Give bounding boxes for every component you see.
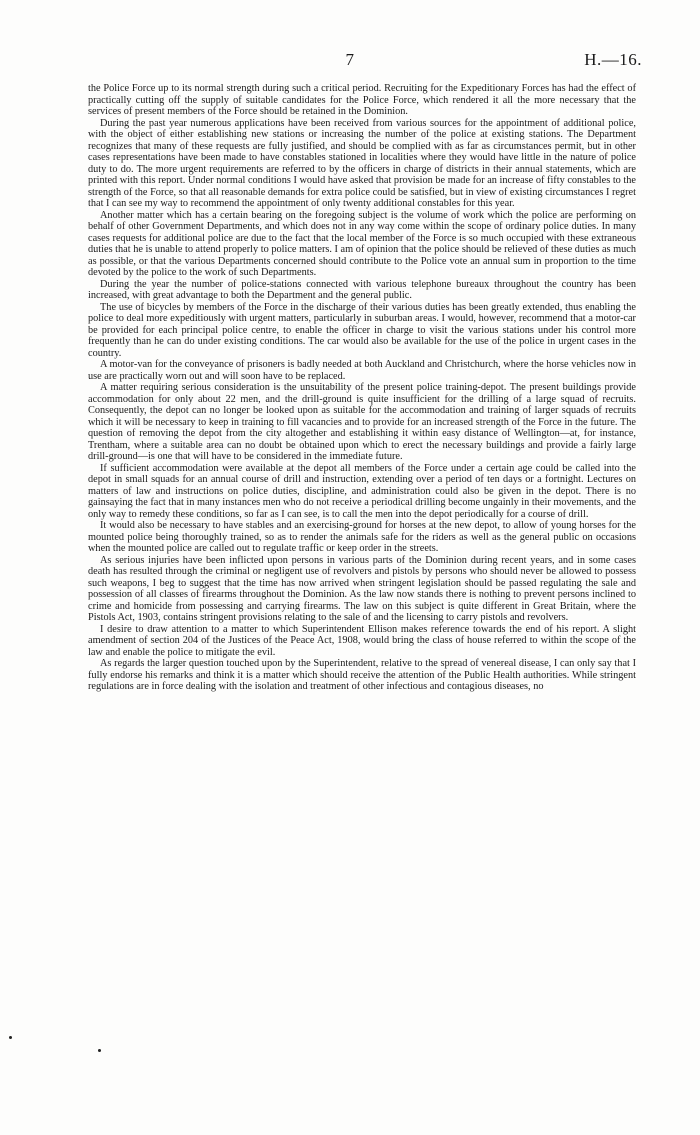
scan-speck [98, 1049, 101, 1052]
paragraph: The use of bicycles by members of the Force in the discharge of their various duties has been greatly extended, thus enabling the police to deal more expeditiously with urgent matters, particularly in suburban areas. I would, however, recommend that a motor-car be provided for each principal police centre, to enable the officer in charge to visit the various stations under his control more frequently than he can do under existing conditions. The car would also be available for the use of the police in urgent cases in the country. [88, 301, 636, 359]
paragraph: A motor-van for the conveyance of prisoners is badly needed at both Auckland and Christchurch, where the horse vehicles now in use are practically worn out and will soon have to be replaced. [88, 359, 636, 382]
scan-speck [9, 1036, 12, 1039]
paragraph: Another matter which has a certain bearing on the foregoing subject is the volume of work which the police are performing on behalf of other Government Departments, and which does not in any way come within the scope of ordinary police duties. In many cases requests for additional police are due to the fact that the local member of the Force is so much occupied with these extraneous duties that he is unable to attend properly to police matters. I am of opinion that the police should be relieved of these duties as much as possible, or that the various Departments concerned should contribute to the Police vote an annual sum in proportion to the time devoted by the police to the work of such Departments. [88, 209, 636, 278]
page-number: 7 [345, 50, 355, 69]
paragraph: It would also be necessary to have stables and an exercising-ground for horses at the new depot, to allow of young horses for the mounted police being thoroughly trained, so as to render the animals safe for the riders as well as the general public on occasions when the mounted police are called out to regulate traffic or keep order in the streets. [88, 520, 636, 554]
document-reference: H.—16. [584, 50, 642, 69]
paragraph: As serious injuries have been inflicted upon persons in various parts of the Dominion during recent years, and in some cases death has resulted through the criminal or negligent use of revolvers and pistols by persons who should never be allowed to possess such weapons, I beg to suggest that the time has now arrived when stringent legislation should be passed regulating the sale and possession of all classes of firearms throughout the Dominion. As the law now stands there is nothing to prevent persons inclined to crime and homicide from possessing and carrying firearms. The law on this subject is quite different in Great Britain, where the Pistols Act, 1903, contains stringent provisions relating to the sale of and the licensing to carry pistols and revolvers. [88, 554, 636, 623]
paragraph: If sufficient accommodation were available at the depot all members of the Force under a certain age could be called into the depot in small squads for an annual course of drill and instruction, extending over a period of ten days or a fortnight. Lectures on matters of law and instructions on police duties, discipline, and administration could also be given in the depot. There is no gainsaying the fact that in many instances men who do not receive a periodical drilling become ungainly in their movements, and the only way to remedy these conditions, so far as I can see, is to call the men into the depot periodically for a course of drill. [88, 462, 636, 520]
paragraph: the Police Force up to its normal strength during such a critical period. Recruiting for the Expeditionary Forces has had the effect of practically cutting off the supply of suitable candidates for the Police Force, which rendered it all the more necessary that the services of present members of the Force should be retained in the Dominion. [88, 83, 636, 117]
paragraph: I desire to draw attention to a matter to which Superintendent Ellison makes reference towards the end of his report. A slight amendment of section 204 of the Justices of the Peace Act, 1908, would bring the class of house referred to within the scope of the law and enable the police to mitigate the evil. [88, 623, 636, 658]
paragraph: As regards the larger question touched upon by the Superintendent, relative to the spread of venereal disease, I can only say that I fully endorse his remarks and think it is a matter which should receive the attention of the Public Health authorities. While stringent regulations are in force dealing with the isolation and treatment of other infectious and contagious diseases, no [88, 658, 636, 692]
paragraph: During the past year numerous applications have been received from various sources for the appointment of additional police, with the object of either establishing new stations or increasing the number of the police at existing stations. The Department recognizes that many of these requests are fully justified, and should be complied with as far as circumstances permit, but in other cases representations have been made to have constables stationed in localities where they would have little in the nature of police duty to do. The more urgent requirements are referred to by the officers in charge of districts in their annual statements, which are printed with this report. Under normal conditions I would have asked that provision be made for an increase of fifty constables to the strength of the Force, so that all reasonable demands for extra police could be satisfied, but in view of existing circumstances I regret that I can see my way to recommend the appointment of only twenty additional constables for this year. [88, 117, 636, 209]
body-text [88, 83, 636, 693]
paragraph: During the year the number of police-stations connected with various telephone bureaux throughout the country has been increased, with great advantage to both the Department and the general public. [88, 278, 636, 301]
paragraph: A matter requiring serious consideration is the unsuitability of the present police training-depot. The present buildings provide accommodation for only about 22 men, and the drill-ground is quite insufficient for the drilling of a large squad of recruits. Consequently, the depot can no longer be looked upon as suitable for the accommodation and training of larger squads of recruits which it will be necessary to keep in training to fill vacancies and to provide for an increased strength of the Force in the future. The question of removing the depot from the city altogether and establishing it within easy distance of Wellington—at, for instance, Trentham, where a suitable area can no doubt be obtained upon which to erect the necessary buildings and provide a fairly large drill-ground—is one that will have to be considered in the immediate future. [88, 382, 636, 462]
